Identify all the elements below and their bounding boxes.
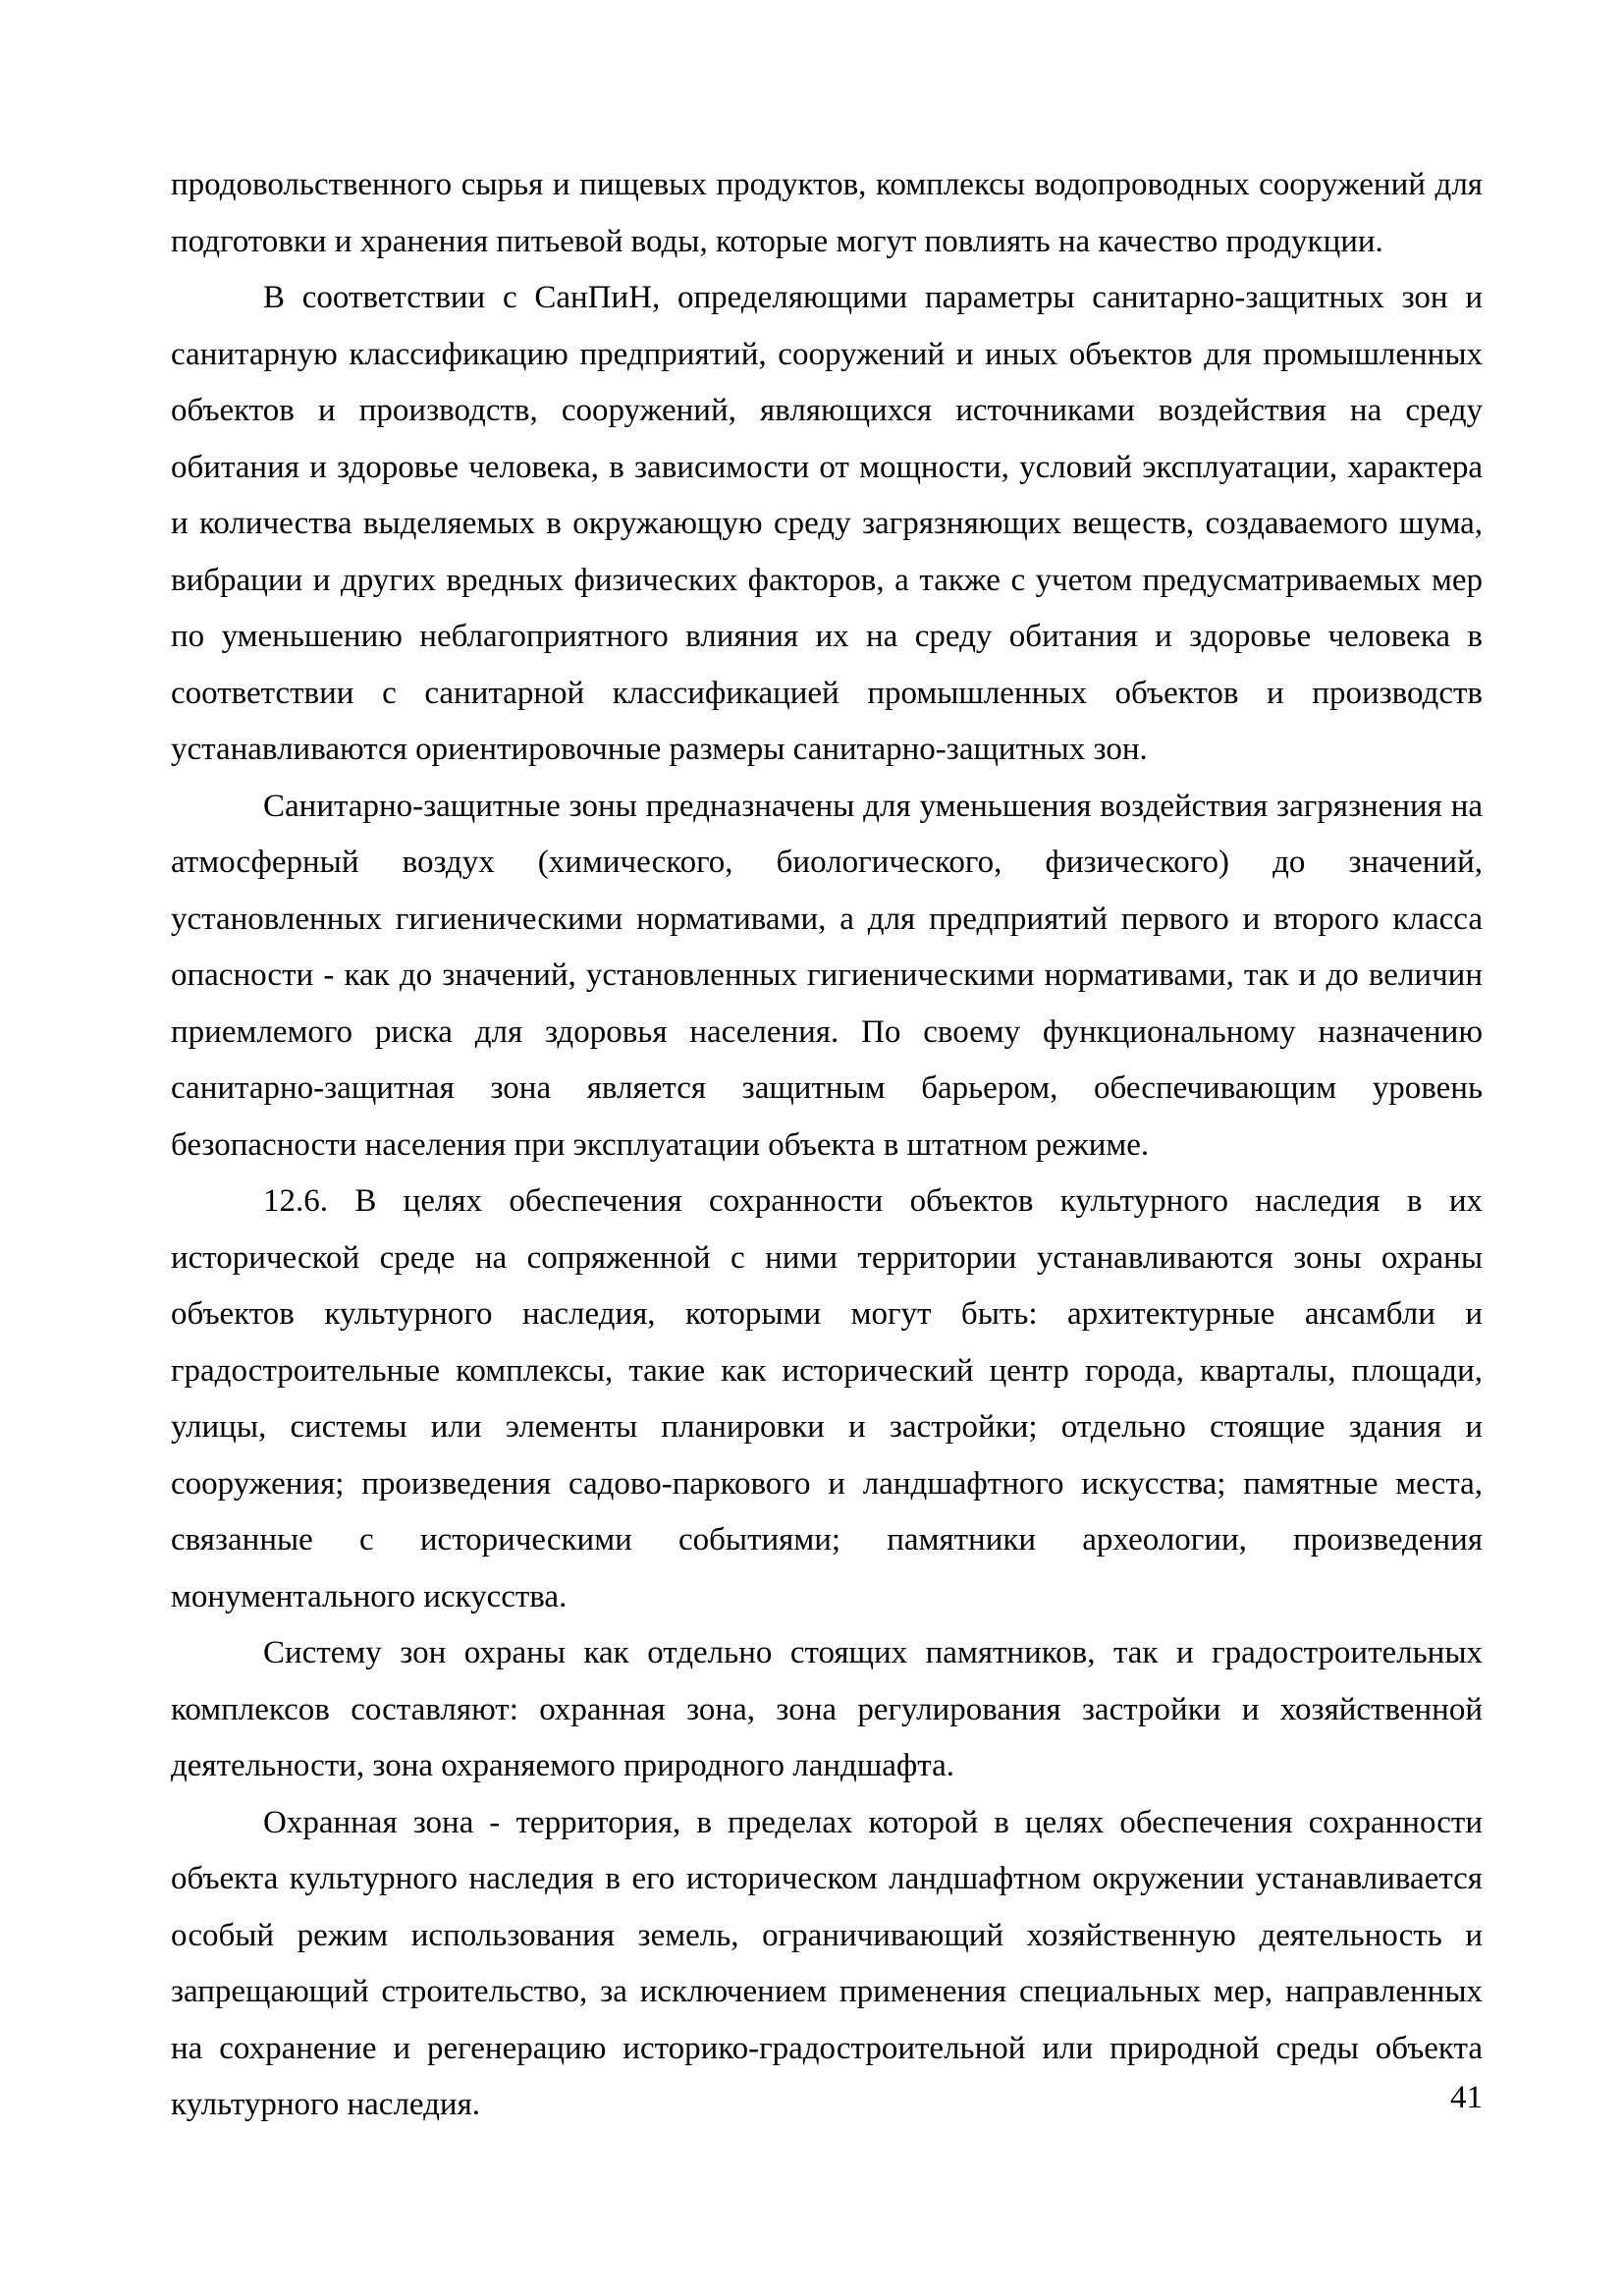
paragraph-sanitary-zones-purpose: Санитарно-защитные зоны предназначены для уменьшения воздействия загрязнения на атмосферный воздух (химического, биологического, физического) до значений, установленных гигиеническими нормативами, а для предприятий первого и второго класса опасности - как до значений, установленных гигиеническими нормативами, так и до величин приемлемого риска для здоровья населения. По своему функциональному назначению санитарно-защитная зона является защитным барьером, обеспечивающим уровень безопасности населения при эксплуатации объекта в штатном режиме. bbox=[171, 788, 1483, 1163]
page-number: 41 bbox=[1450, 2080, 1483, 2115]
paragraph-sanpin-classification: В соответствии с СанПиН, определяющими параметры санитарно-защитных зон и санитарную классификацию предприятий, сооружений и иных объектов для промышленных объектов и производств, сооружений, являющихся источниками воздействия на среду обитания и здоровье человека, в зависимости от мощности, условий эксплуатации, характера и количества выделяемых в окружающую среду загрязняющих веществ, создаваемого шума, вибрации и других вредных физических факторов, а также с учетом предусматриваемых мер по уменьшению неблагоприятного влияния их на среду обитания и здоровье человека в соответствии с санитарной классификацией промышленных объектов и производств устанавливаются ориентировочные размеры санитарно-защитных зон. bbox=[171, 280, 1483, 767]
paragraph-12-6-heritage-protection: 12.6. В целях обеспечения сохранности объектов культурного наследия в их исторической среде на сопряженной с ними территории устанавливаются зоны охраны объектов культурного наследия, которыми могут быть: архитектурные ансамбли и градостроительные комплексы, такие как исторический центр города, кварталы, площади, улицы, системы или элементы планировки и застройки; отдельно стоящие здания и сооружения; произведения садово-паркового и ландшафтного искусства; памятные места, связанные с историческими событиями; памятники археологии, произведения монументального искусства. bbox=[171, 1183, 1483, 1614]
paragraph-protection-zone-system: Систему зон охраны как отдельно стоящих памятников, так и градостроительных комплексов составляют: охранная зона, зона регулирования застройки и хозяйственной деятельности, зона охраняемого природного ландшафта. bbox=[171, 1635, 1483, 1783]
body-text bbox=[171, 157, 1483, 2134]
paragraph-protection-zone-definition: Охранная зона - территория, в пределах которой в целях обеспечения сохранности объекта культурного наследия в его историческом ландшафтном окружении устанавливается особый режим использования земель, ограничивающий хозяйственную деятельность и запрещающий строительство, за исключением применения специальных мер, направленных на сохранение и регенерацию историко-градостроительной или природной среды объекта культурного наследия. bbox=[171, 1804, 1483, 2122]
paragraph-continuation: продовольственного сырья и пищевых продуктов, комплексы водопроводных сооружений для подготовки и хранения питьевой воды, которые могут повлиять на качество продукции. bbox=[171, 167, 1483, 259]
